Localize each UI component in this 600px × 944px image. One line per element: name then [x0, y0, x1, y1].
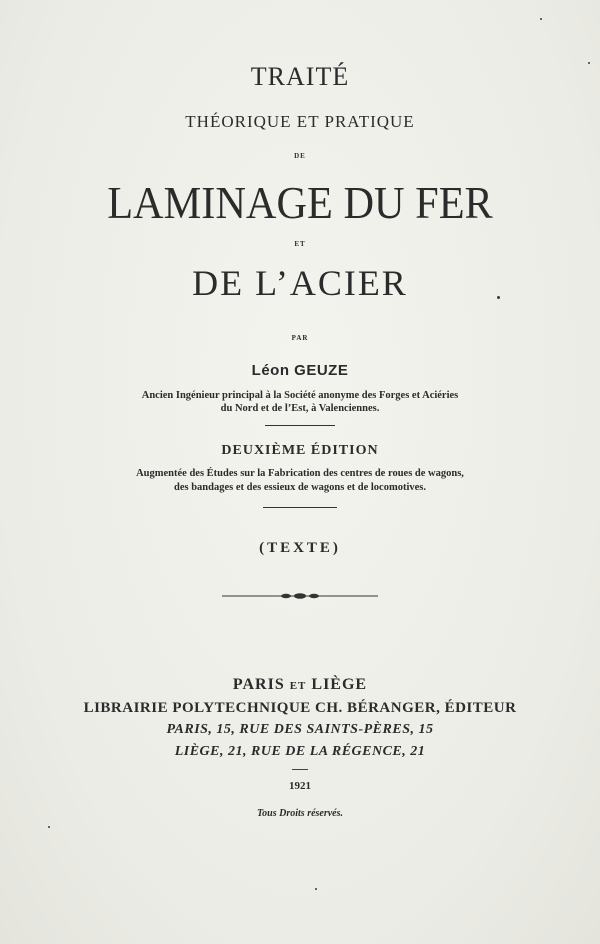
augmentation-line1: Augmentée des Études sur la Fabrication des centres de roues de wagons, [136, 468, 464, 479]
connector-par: PAR [291, 334, 309, 342]
volume-label: (TEXTE) [259, 540, 341, 556]
main-title: LAMINAGE DU FER [107, 177, 493, 228]
paris-address: PARIS, 15, RUE DES SAINTS-PÈRES, 15 [166, 722, 434, 737]
place-et: ET [289, 680, 307, 692]
subtitle: THÉORIQUE ET PRATIQUE [185, 112, 415, 131]
main-title-2: DE L’ACIER [192, 263, 408, 303]
publication-place [0, 676, 600, 694]
divider-rule [292, 769, 308, 770]
print-speck [497, 296, 500, 299]
connector-de: DE [294, 152, 306, 160]
publisher: LIBRAIRIE POLYTECHNIQUE CH. BÉRANGER, ÉDITEUR [83, 700, 517, 716]
liege-address: LIÈGE, 21, RUE DE LA RÉGENCE, 21 [174, 744, 426, 759]
print-speck [588, 62, 590, 64]
heading-traite: TRAITÉ [250, 62, 350, 91]
rights-notice: Tous Droits réservés. [256, 808, 344, 819]
divider-rule [265, 425, 335, 426]
print-speck [540, 18, 542, 20]
place-liege: LIÈGE [311, 676, 368, 693]
author-name: Léon GEUZE [251, 362, 349, 379]
augmentation-line2: des bandages et des essieux de wagons et de locomotives. [174, 482, 426, 493]
place-paris: PARIS [232, 676, 285, 693]
print-speck [48, 826, 50, 828]
edition-label: DEUXIÈME ÉDITION [221, 443, 379, 458]
publication-year: 1921 [289, 780, 311, 792]
author-affiliation-line1: Ancien Ingénieur principal à la Société anonyme des Forges et Aciéries [141, 390, 459, 401]
ornament-divider-icon [222, 591, 378, 601]
author-affiliation-line2: du Nord et de l’Est, à Valenciennes. [220, 403, 380, 414]
print-speck [315, 888, 317, 890]
divider-rule [263, 507, 337, 508]
connector-et: ET [294, 240, 306, 248]
